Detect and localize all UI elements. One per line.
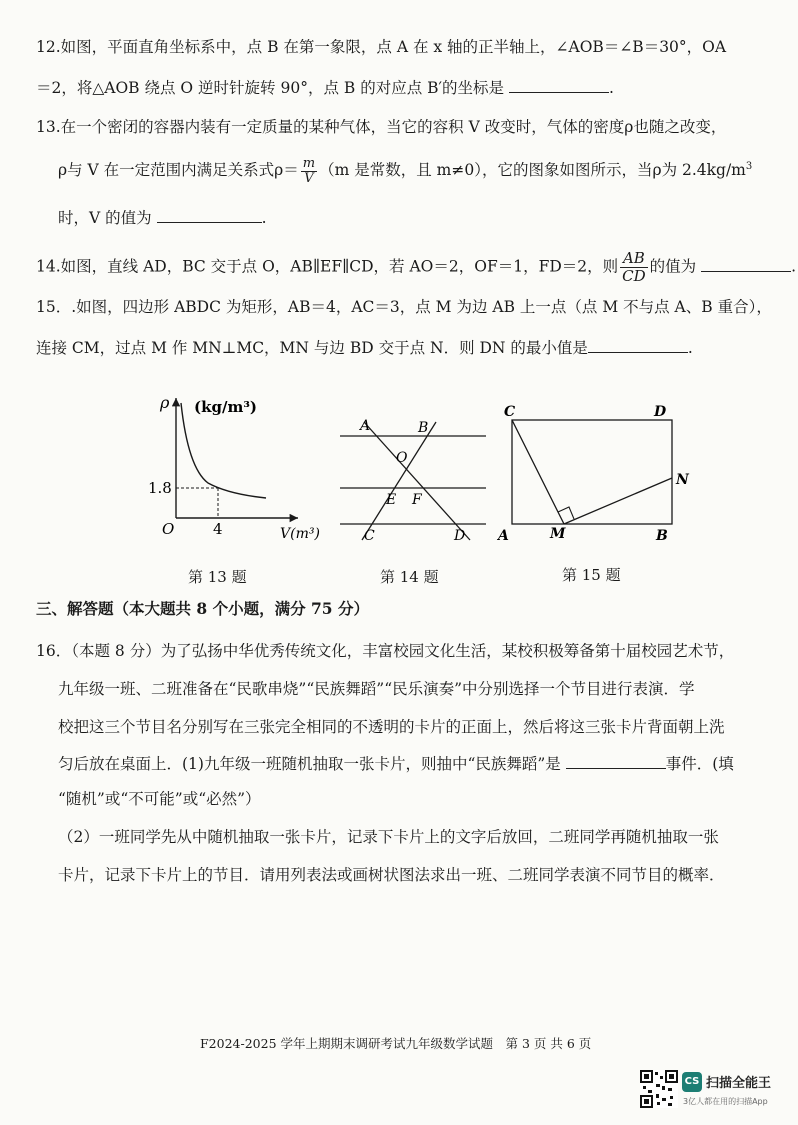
section-3-heading: 三、解答题（本大题共 8 个小题，满分 75 分） [36, 599, 369, 618]
q12-line1: 12.如图，平面直角坐标系中，点 B 在第一象限，点 A 在 x 轴的正半轴上，∠AOB＝∠B＝30°，OA [36, 38, 727, 56]
rho-label: ρ [160, 393, 170, 412]
label-c: C [504, 404, 516, 420]
label-b: B [656, 528, 668, 544]
q14-line: 14.如图，直线 AD，BC 交于点 O，AB∥EF∥CD，若 AO＝2，OF＝1，FD＝2，则 $\frac{AB}{CD}$ 的值为 . [36, 249, 797, 285]
caption-fig13: 第 13 题 [188, 568, 247, 586]
label-m: M [550, 526, 566, 542]
figure-13 [148, 388, 318, 548]
caption-fig15: 第 15 题 [562, 566, 621, 584]
caption-fig14: 第 14 题 [380, 568, 439, 586]
rectangle-abdc [512, 420, 672, 524]
q16-line7: 卡片，记录下卡片上的节目．请用列表法或画树状图法求出一班、二班同学表演不同节目的概率． [58, 866, 725, 884]
label-c: C [364, 528, 375, 544]
q16-line5: “随机”或“不可能”或“必然”） [58, 790, 261, 808]
q16-line1: 16．（本题 8 分）为了弘扬中华优秀传统文化，丰富校园文化生活，某校积极筹备第十届校园艺术节， [36, 642, 735, 660]
qr-code-icon [640, 1070, 678, 1108]
camscanner-logo: CS [682, 1072, 702, 1092]
page-footer: F2024-2025 学年上期期末调研考试九年级数学试题 第 3 页 共 6 页 [200, 1036, 592, 1051]
q13-line2: ρ与 V 在一定范围内满足关系式ρ＝ $\frac{m}{V}$ （m 是常数，且 m≠0），它的图象如图所示，当ρ为 $2.4kg/m^3$ [58, 155, 753, 186]
answer-blank-q15[interactable] [588, 336, 688, 353]
q15-line2: 连接 CM，过点 M 作 MN⊥MC，MN 与边 BD 交于点 N．则 DN 的最小值是 . [36, 336, 776, 359]
label-b: B [418, 420, 429, 436]
segment-mn [564, 478, 672, 524]
q13-fraction: $\frac{m}{V}$ [302, 155, 316, 186]
y-value-label: 1.8 [148, 479, 172, 497]
q16-line2: 九年级一班、二班准备在“民歌串烧”“民族舞蹈”“民乐演奏”中分别选择一个节目进行表演．学 [58, 680, 695, 698]
label-d: D [654, 404, 667, 420]
answer-blank-q12[interactable] [509, 76, 609, 93]
q16-line6: （2）一班同学先从中随机抽取一张卡片，记录下卡片上的文字后放回，二班同学再随机抽取一张 [58, 828, 719, 846]
origin-label: O [162, 520, 175, 538]
density-curve [181, 403, 266, 498]
answer-blank-q13[interactable] [157, 206, 262, 223]
unit-label: (kg/m³) [194, 398, 257, 416]
answer-blank-q16[interactable] [566, 752, 666, 769]
label-f: F [412, 492, 422, 508]
q13-line1: 13.在一个密闭的容器内装有一定质量的某种气体，当它的容积 V 改变时，气体的密度ρ也随之改变， [36, 118, 727, 136]
x-value-label: 4 [213, 520, 223, 538]
label-a: A [360, 418, 371, 434]
label-e: E [386, 492, 397, 508]
camscanner-tagline: 3亿人都在用的扫描App [683, 1097, 768, 1106]
q16-line3: 校把这三个节目名分别写在三张完全相同的不透明的卡片的正面上，然后将这三张卡片背面朝上洗 [58, 718, 725, 736]
camscanner-name: 扫描全能王 [706, 1076, 772, 1091]
line-bc [362, 422, 436, 540]
label-a: A [498, 528, 509, 544]
figure-14 [334, 414, 490, 546]
q14-fraction: $\frac{AB}{CD}$ [622, 249, 646, 285]
line-ad [364, 422, 470, 540]
x-axis-label: V(m³) [280, 526, 320, 542]
label-d: D [454, 528, 466, 544]
segment-cm [512, 420, 564, 524]
figure-15 [494, 400, 694, 546]
label-n: N [676, 472, 689, 488]
q13-line3: 时，V 的值为 . [58, 206, 798, 229]
q12-line2: ＝2，将△AOB 绕点 O 逆时针旋转 90°，点 B 的对应点 B′的坐标是 . [36, 76, 776, 99]
answer-blank-q14[interactable] [701, 255, 791, 272]
label-o: O [396, 450, 408, 466]
q15-line1: 15．.如图，四边形 ABDC 为矩形，AB＝4，AC＝3，点 M 为边 AB 上一点（点 M 不与点 A、B 重合）， [36, 298, 772, 316]
q16-line4: 匀后放在桌面上．(1)九年级一班随机抽取一张卡片，则抽中“民族舞蹈”是 事件．(填 [58, 752, 798, 775]
